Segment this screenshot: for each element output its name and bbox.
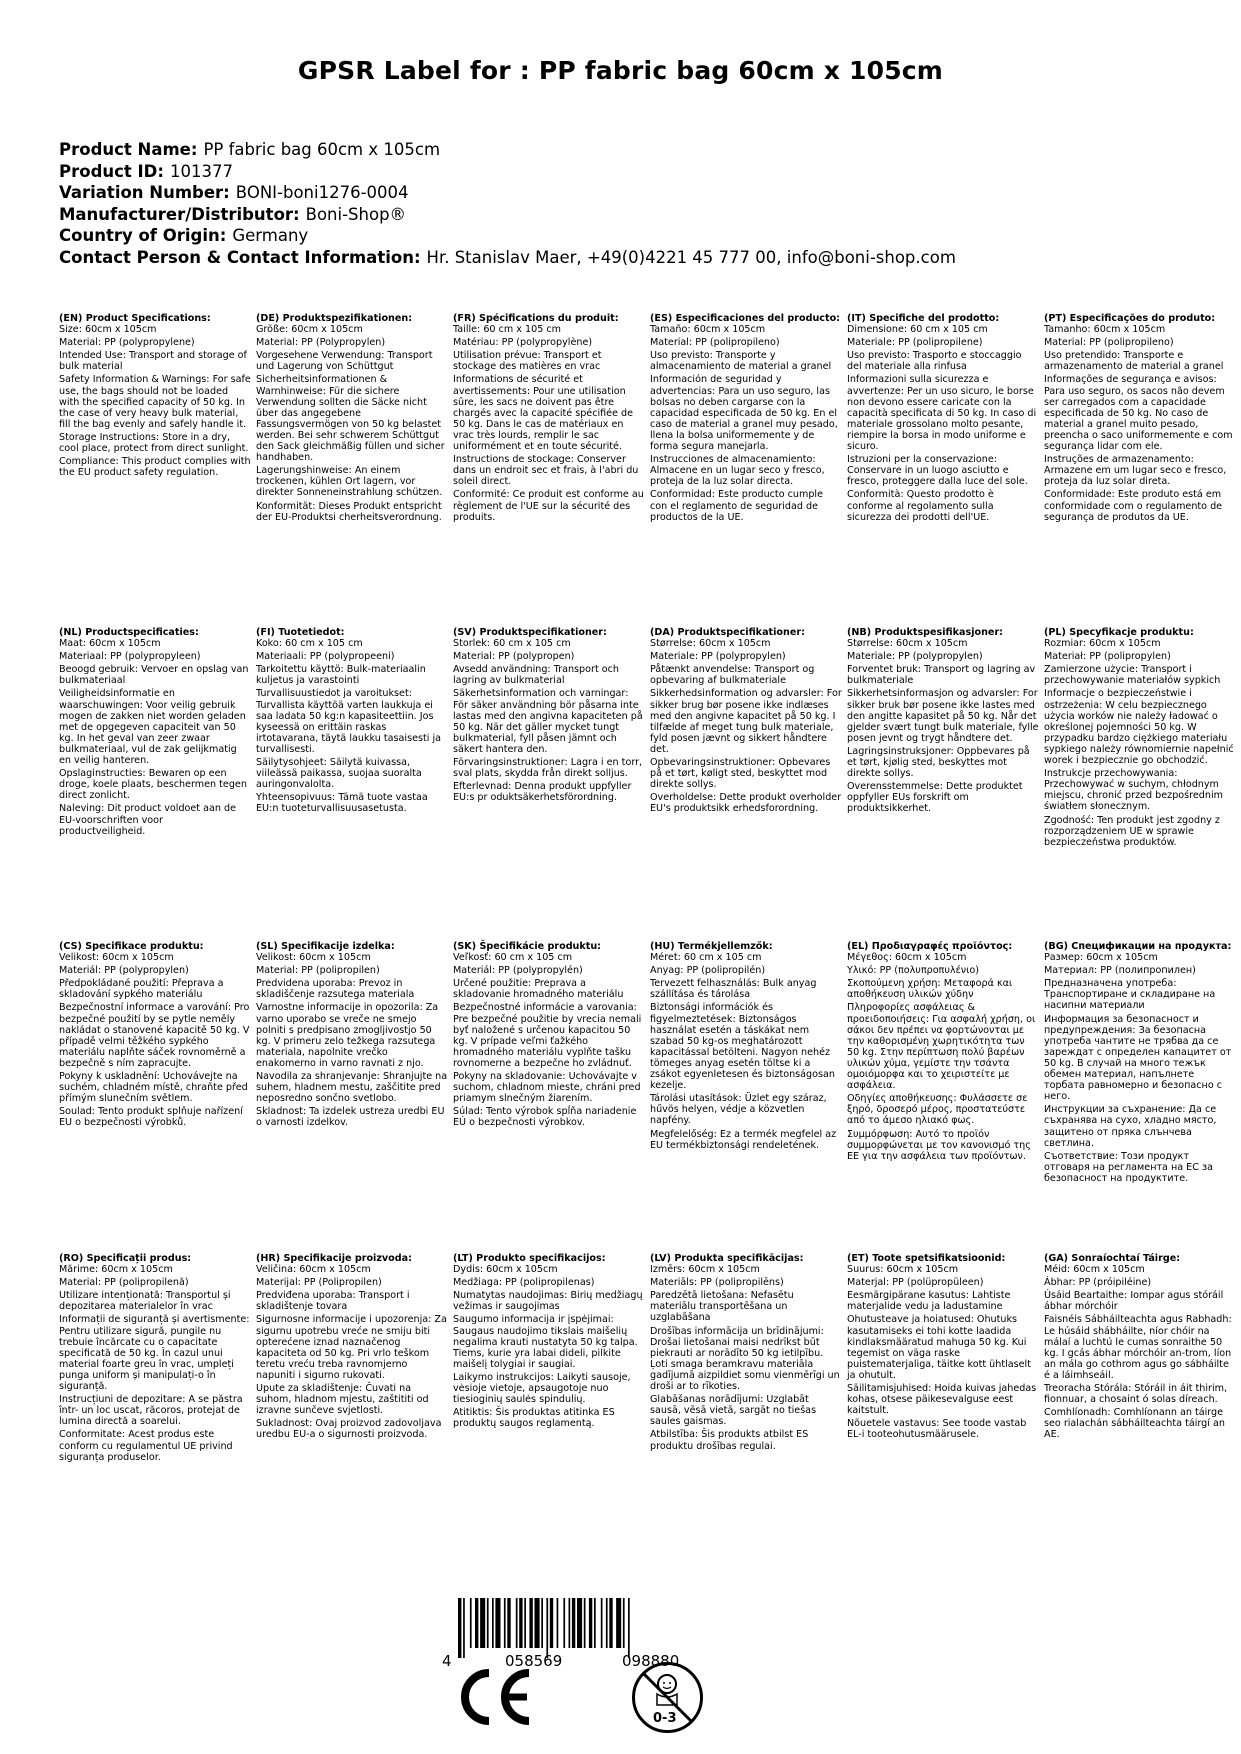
spec-heading: (FR) Spécifications du produit: [453,313,619,324]
spec-line: Storlek: 60 cm x 105 cm [453,638,571,650]
spec-line: Medžiaga: PP (polipropilenas) [453,1277,595,1289]
spec-block [453,313,645,525]
spec-heading: (NL) Productspecificaties: [59,627,199,638]
spec-heading: (LT) Produkto specifikacijos: [453,1253,606,1264]
info-value: Germany [232,226,309,245]
spec-line: Съответствие: Този продукт отговаря на регламента на ЕС за безопасност на продуктите. [1044,1150,1213,1184]
barcode-digit-first: 4 [442,1652,452,1670]
spec-line: Informații de siguranță și avertismente: Pentru utilizare sigură, pungile nu trebuie încărcate cu o capacitate specificată de 50 kg. În cazul unui material foarte greu în vrac, umpleți punga uniform și manipulați-o în siguranță. [59,1314,250,1393]
spec-line: Atbilstība: Šis produkts atbilst ES produktu drošības regulai. [650,1429,809,1452]
spec-block [847,627,1039,817]
info-value: BONI-boni1276-0004 [235,183,409,202]
spec-heading: (SK) Špecifikácie produktu: [453,941,602,952]
barcode-bar [541,1598,543,1648]
spec-line: Materiale: PP (polipropilene) [847,337,983,349]
info-label: Variation Number: [59,183,230,202]
spec-line: Οδηγίες αποθήκευσης: Φυλάσσετε σε ξηρό, δροσερό μέρος, προστατεύστε από το άμεσο ηλιακό φως. [847,1093,1028,1127]
spec-line: Varnostne informacije in opozorila: Za varno uporabo se vreče ne smejo polniti s predpisano zmogljivostjo 50 kg. V primeru zelo težkega razsutega materiala, napolnite vrečko enakomerno in varno ravnati z njo. [256,1002,439,1069]
info-label: Country of Origin: [59,226,227,245]
spec-line: Velikost: 60cm x 105cm [256,952,371,964]
spec-heading: (SV) Produktspecifikationer: [453,627,607,638]
spec-line: Pokyny na skladovanie: Uchovávajte v suchom, chladnom mieste, chráni pred priamym slnečným žiarením. [453,1071,641,1105]
spec-block [453,941,645,1131]
spec-line: Turvallisuustiedot ja varoitukset: Turvallista käyttöä varten laukkuja ei saa ladata 50 kg:n kapasiteettiin. Jos kyseessä on erittäin raskas irtotavarana, täytä laukku tasaisesti ja turvallisesti. [256,688,442,755]
spec-heading: (EL) Προδιαγραφές προϊόντος: [847,941,1013,952]
info-label: Manufacturer/Distributor: [59,204,300,224]
spec-heading: (FI) Tuotetiedot: [256,627,345,638]
info-value: PP fabric bag 60cm x 105cm [203,140,441,159]
barcode-bar [616,1598,621,1648]
spec-heading: (IT) Specifiche del prodotto: [847,313,1000,324]
spec-line: Conformidad: Este producto cumple con el reglamento de seguridad de productos de la UE. [650,489,823,523]
spec-line: Utilizare intenționată: Transportul și depozitarea materialelor în vrac [59,1290,231,1313]
spec-heading: (DA) Produktspecifikationer: [650,627,805,638]
spec-line: Predviđena uporaba: Transport i skladištenje tovara [256,1290,410,1313]
barcode-bar [594,1598,596,1648]
spec-line: Uso pretendido: Transporte e armazenamento de material a granel [1044,350,1224,373]
spec-block [59,1253,251,1465]
barcode-bar [492,1598,494,1648]
barcode-bar [507,1598,510,1648]
spec-line: Laikymo instrukcijos: Laikyti sausoje, vėsioje vietoje, apsaugotoje nuo tiesioginių saulės spindulių. [453,1371,631,1406]
spec-line: Skladnost: Ta izdelek ustreza uredbi EU o varnosti izdelkov. [256,1106,445,1129]
spec-line: Saugumo informacija ir įspėjimai: Saugaus naudojimo tikslais maišelių negalima krauti nustatyta 50 kg talpa. Tiems, kurie yra labai dideli, pilkite maišelį tolygiai ir saugiai. [453,1314,638,1370]
spec-line: Comhlíonadh: Comhlíonann an táirge seo rialachán sábháilteachta táirgí an AE. [1044,1407,1225,1441]
info-label: Product Name: [59,140,198,159]
spec-line: Materiaali: PP (polypropeeni) [256,651,395,663]
spec-line: Izmērs: 60cm x 105cm [650,1264,760,1276]
barcode-bar [584,1598,586,1648]
spec-line: Úsáid Beartaithe: Iompar agus stóráil ábhar mórchóir [1044,1290,1224,1313]
info-row [59,204,956,226]
spec-line: Forventet bruk: Transport og lagring av bulkmateriale [847,664,1036,687]
spec-heading: (PT) Especificações do produto: [1044,313,1216,324]
barcode-bar [519,1598,522,1648]
spec-line: Υλικό: PP (πολυπροπυλένιο) [847,965,979,977]
spec-line: Maat: 60cm x 105cm [59,638,161,650]
barcode-bar [487,1598,489,1648]
spec-block [650,313,842,525]
spec-line: Overholdelse: Dette produkt overholder EU's produktsikk erhedsforordning. [650,792,842,815]
spec-line: Bezpečnostní informace a varování: Pro bezpečné použití by se pytle neměly nakládat o stanovené kapacitě 50 kg. V případě velmi těžkého sypkého materiálu naplňte sáček rovnoměrně a bezpečně s ním zapracujte. [59,1002,250,1069]
spec-line: Efterlevnad: Denna produkt uppfyller EU:s pr oduktsäkerhetsförordning. [453,781,632,804]
barcode-bar [569,1598,571,1648]
spec-line: Utilisation prévue: Transport et stockage des matières en vrac [453,350,602,373]
spec-line: Uso previsto: Trasporto e stoccaggio del materiale alla rinfusa [847,350,1022,373]
spec-line: Säilitamisjuhised: Hoida kuivas jahedas kohas, otsese päikesevalguse eest kaitstult. [847,1383,1037,1417]
spec-line: Opbevaringsinstruktioner: Opbevares på et tørt, køligt sted, beskyttet mod direkte sollys. [650,757,831,791]
spec-line: Biztonsági információk és figyelmeztetések: Biztonságos használat esetén a táskákat nem szabad 50 kg-os meghatározott kapacitással betölteni. Nagyon nehéz tömeges anyag esetén töltse ki a zsákot egyenletesen és biztonságosan kezelje. [650,1002,835,1092]
barcode-bar [480,1598,485,1648]
spec-line: Materiale: PP (polypropylen) [847,651,983,663]
info-row [59,139,956,161]
spec-line: Informações de segurança e avisos: Para uso seguro, os sacos não devem ser carregados com a capacidade especificada de 50 kg. No caso de material a granel muito pesado, preencha o saco uniformemente e com segurança lidar com ele. [1044,374,1233,453]
barcode-bar [609,1598,612,1648]
barcode-bar [504,1598,506,1648]
barcode-bar [475,1598,478,1648]
spec-block [1044,627,1236,850]
spec-line: Instrukcje przechowywania: Przechowywać w suchym, chłodnym miejscu, chronić przed bezpośrednim światłem słonecznym. [1044,768,1223,813]
spec-line: Méret: 60 cm x 105 cm [650,952,762,964]
spec-line: Informacje o bezpieczeństwie i ostrzeżenia: W celu bezpiecznego użycia worków nie należy ładować o określonej pojemności 50 kg. W przypadku bardzo ciężkiego materiału sypkiego należy równomiernie napełnić worek i bezpiecznie go obchodzić. [1044,688,1234,767]
spec-heading: (RO) Specificații produs: [59,1253,192,1264]
spec-block [847,313,1039,525]
spec-line: Materiale: PP (polypropylen) [650,651,786,663]
spec-line: Zamierzone użycie: Transport i przechowywanie materiałów sypkich [1044,664,1221,687]
spec-line: Storage Instructions: Store in a dry, cool place, protect from direct sunlight. [59,431,249,455]
barcode-bar [463,1598,465,1658]
spec-line: Materiál: PP (polypropylen) [59,965,189,977]
spec-heading: (ES) Especificaciones del producto: [650,313,841,324]
spec-line: Vorgesehene Verwendung: Transport und Lagerung von Schüttgut [256,350,433,373]
spec-line: Sukladnost: Ovaj proizvod zadovoljava uredbu EU-a o sigurnosti proizvoda. [256,1418,442,1441]
spec-block [847,941,1039,1164]
spec-heading: (LV) Produkta specifikācijas: [650,1253,804,1264]
ce-mark-icon [455,1667,535,1727]
spec-line: Förvaringsinstruktioner: Lagra i en torr, sval plats, skydda från direkt solljus. [453,757,643,780]
spec-line: Yhteensopivuus: Tämä tuote vastaa EU:n tuoteturvallisuusasetusta. [256,792,428,815]
barcode-bar [589,1598,592,1648]
spec-heading: (ET) Toote spetsifikatsioonid: [847,1253,1006,1264]
spec-heading: (NB) Produktspesifikasjoner: [847,627,1004,638]
spec-line: Soulad: Tento produkt splňuje nařízení EU o bezpečnosti výrobků. [59,1106,243,1129]
barcode-bar [524,1598,526,1648]
spec-line: Material: PP (polipropilenă) [59,1277,189,1289]
spec-line: Rozmiar: 60cm x 105cm [1044,638,1161,650]
info-value: 101377 [169,161,233,181]
spec-line: Lagerungshinweise: An einem trockenen, kühlen Ort lagern, vor direkter Sonneneinstrahlung schützen. [256,465,443,499]
spec-line: Material: PP (polipropileno) [1044,337,1174,349]
spec-line: Material: PP (polypropen) [453,651,575,663]
spec-line: Taille: 60 cm x 105 cm [453,324,561,336]
info-row [59,182,956,204]
spec-line: Информация за безопасност и предупреждения: За безопасна употреба чантите не трябва да се зареждат с определен капацитет от 50 kg. В случай на много тежък обемен материал, напълнете торбата равномерно и безопасно с него. [1044,1013,1232,1103]
spec-line: Materiál: PP (polypropylén) [453,965,583,977]
spec-line: Størrelse: 60cm x 105cm [847,638,968,650]
product-info [59,139,956,268]
spec-line: Konformität: Dieses Produkt entspricht der EU-Produktsi cherheitsverordnung. [256,500,442,523]
info-value: Hr. Stanislav Maer, +49(0)4221 45 777 00, info@boni-shop.com [426,247,956,267]
spec-block [256,941,448,1131]
barcode-bar [546,1598,548,1658]
spec-line: Súlad: Tento výrobok spĺňa nariadenie EÚ o bezpečnosti výrobkov. [453,1106,637,1129]
spec-line: Veličina: 60cm x 105cm [256,1264,371,1276]
spec-line: Nõuetele vastavus: See toode vastab EL-i tooteohutusmäärusele. [847,1418,1027,1441]
spec-line: Atitiktis: Šis produktas atitinka ES produktų saugos reglamentą. [453,1407,615,1430]
spec-line: Informations de sécurité et avertissements: Pour une utilisation sûre, les sacs ne doivent pas être chargés avec la capacité spécifiée de 50 kg. Dans le cas de matériaux en vrac très lourds, remplir le sac uniformément et en toute sécurité. [453,374,634,453]
spec-line: Treoracha Stórála: Stóráil in áit thirim, fionnuar, a chosaint ó solas díreach. [1044,1383,1228,1406]
spec-line: Dimensione: 60 cm x 105 cm [847,324,988,336]
spec-block [1044,313,1236,525]
spec-line: Tamanho: 60cm x 105cm [1044,324,1166,336]
spec-line: Glabāšanas norādījumi: Uzglabāt sausā, vēsā vietā, sargāt no tiešas saules gaismas. [650,1394,817,1428]
info-label: Contact Person & Contact Information: [59,247,421,267]
spec-line: Méid: 60cm x 105cm [1044,1264,1145,1276]
spec-line: Conformità: Questo prodotto è conforme al regolamento sulla sicurezza dei prodotti dell'UE. [847,489,994,523]
spec-line: Uso previsto: Transporte y almacenamiento de material a granel [650,350,832,373]
barcode-bar [516,1598,518,1648]
spec-line: Sikkerhetsinformasjon og advarsler: For sikker bruk bør posene ikke lastes med den angitte kapasitet på 50 kg. Når det gjelder svært tungt bulk materiale, fylle posen jevnt og trygt håndtere det. [847,688,1039,744]
spec-line: Información de seguridad y advertencias: Para un uso seguro, las bolsas no deben cargarse con la capacidad especificada de 50 kg. En el caso de material a granel muy pesado, llena la bolsa uniformemente y de forma segura manejarla. [650,374,838,453]
info-label: Product ID: [59,161,164,181]
spec-line: Materiāls: PP (polipropilēns) [650,1277,784,1289]
barcode-bar [535,1598,540,1648]
spec-heading: (HU) Termékjellemzők: [650,941,773,952]
barcode-bar [495,1598,500,1648]
barcode-bar [458,1598,461,1658]
barcode-bar [623,1598,625,1648]
spec-line: Drošības informācija un brīdinājumi: Drošai lietošanai maisi nedrīkst būt piekrauti ar norādīto 50 kg ietilpību. Ļoti smaga beramkravu materiāla gadījumā aizpildiet somu vienmērīgi un droši ar to rīkoties. [650,1325,840,1393]
spec-line: Säilytysohjeet: Säilytä kuivassa, viileässä paikassa, suojaa suoralta auringonvalolta. [256,757,422,791]
spec-line: Conformité: Ce produit est conforme au règlement de l'UE sur la sécurité des produits. [453,489,644,523]
spec-line: Instructions de stockage: Conserver dans un endroit sec et frais, à l'abri du soleil direct. [453,454,639,488]
spec-line: Sigurnosne informacije i upozorenja: Za sigurnu upotrebu vreće ne smiju biti opterećene iznad naznačenog kapaciteta od 50 kg. Pri vrlo teškom teretu vreću treba ravnomjerno napuniti i sigurno rukovati. [256,1314,447,1381]
barcode-bar [557,1598,559,1648]
spec-line: Ohutusteave ja hoiatused: Ohutuks kasutamiseks ei tohi kotte laadida kindlaksmääratud mahuga 50 kg. Kui tegemist on väga raske puistematerjaliga, täitke kott ühtlaselt ja ohutult. [847,1314,1031,1381]
barcode-bar [628,1598,630,1658]
spec-line: Sikkerhedsinformation og advarsler: For sikker brug bør posene ikke indlæses med den angivne kapacitet på 50 kg. I tilfælde af meget tung bulk materiale, fyld posen jævnt og sikkert håndtere det. [650,688,842,755]
spec-heading: (SL) Specifikacije izdelka: [256,941,395,952]
spec-line: Materiał: PP (polipropylen) [1044,651,1171,663]
spec-heading: (EN) Product Specifications: [59,313,211,324]
spec-line: Material: PP (polypropylene) [59,337,195,349]
spec-heading: (BG) Спецификации на продукта: [1044,941,1232,952]
spec-line: Material: PP (polipropilen) [256,965,380,977]
spec-line: Sicherheitsinformationen & Warnhinweise: Für die sichere Verwendung sollten die Säcke nicht über das angegebene Fassungsvermögen von 50 kg belastet werden. Bei sehr schwerem Schüttgut den Sack gleichmäßig füllen und sicher handhaben. [256,374,445,464]
spec-line: Ábhar: PP (próipiléine) [1044,1277,1152,1289]
svg-text:0-3: 0-3 [653,1711,677,1726]
spec-block [650,1253,842,1454]
spec-line: Anyag: PP (polipropilén) [650,965,766,977]
barcode-bar [470,1598,472,1648]
spec-line: Opslaginstructies: Bewaren op een droge, koele plaats, beschermen tegen direct zonlicht. [59,768,247,802]
spec-line: Πληροφορίες ασφάλειας & προειδοποιήσεις: Για ασφαλή χρήση, οι σάκοι δεν πρέπει να φορτώνονται με την καθορισμένη χωρητικότητα των 50 kg. Στην περίπτωση πολύ βαρέων υλικών χύμα, γεμίστε την τσάντα ομοιόμορφα και το χειριστείτε με ασφάλεια. [847,1002,1036,1092]
spec-line: Veľkosť: 60 cm x 105 cm [453,952,573,964]
spec-line: Megfelelőség: Ez a termék megfelel az EU termékbiztonsági rendeletének. [650,1128,837,1151]
barcode-bar [577,1598,582,1648]
info-row [59,247,956,269]
spec-line: Tárolási utasítások: Üzlet egy száraz, hűvös helyen, védje a közvetlen napfény. [650,1093,827,1127]
barcode-bar [572,1598,575,1648]
spec-line: Tervezett felhasználás: Bulk anyag szállítása és tárolása [650,978,817,1001]
spec-line: Intended Use: Transport and storage of bulk material [59,350,247,373]
barcode-bar [550,1598,553,1648]
spec-heading: (GA) Sonraíochtaí Táirge: [1044,1253,1181,1264]
spec-line: Material: PP (polipropileno) [650,337,780,349]
spec-line: Conformitate: Acest produs este conform cu regulamentul UE privind siguranța produselor. [59,1429,233,1463]
spec-block [650,627,842,817]
spec-heading: (PL) Specyfikacje produktu: [1044,627,1194,638]
spec-line: Säkerhetsinformation och varningar: För säker användning bör påsarna inte lastas med den angivna kapaciteten på 50 kg. När det gäller mycket tungt bulkmaterial, fyll påsen jämnt och säkert hantera den. [453,688,643,755]
spec-block [59,313,251,480]
spec-line: Größe: 60cm x 105cm [256,324,363,336]
barcode-digits-right: 098880 [622,1652,680,1670]
spec-line: Μέγεθος: 60cm x 105cm [847,952,967,964]
spec-line: Naleving: Dit product voldoet aan de EU-voorschriften voor productveiligheid. [59,803,236,837]
spec-block [1044,1253,1236,1443]
spec-line: Předpokládané použití: Přeprava a skladování sypkého materiálu [59,978,224,1001]
barcode-bar [606,1598,608,1648]
spec-line: Avsedd användning: Transport och lagring av bulkmaterial [453,664,619,687]
spec-line: Navodila za shranjevanje: Shranjujte na suhem, hladnem mestu, zaščitite pred neposredno sončno svetlobo. [256,1071,448,1105]
spec-line: Mărime: 60cm x 105cm [59,1264,173,1276]
spec-line: Upute za skladištenje: Čuvati na suhom, hladnom mjestu, zaštititi od izravne sunčeve svjetlosti. [256,1383,429,1417]
spec-line: Σκοπούμενη χρήση: Μεταφορά και αποθήκευση υλικών χύδην [847,978,1013,1001]
spec-line: Instruções de armazenamento: Armazene em um lugar seco e fresco, proteja da luz solar direta. [1044,454,1227,488]
spec-line: Dydis: 60cm x 105cm [453,1264,558,1276]
spec-line: Veiligheidsinformatie en waarschuwingen: Voor veilig gebruik mogen de zakken niet worden geladen met de opgegeven capaciteit van 50 kg. In het geval van zeer zwaar bulkmateriaal, vul de zak gelijkmatig en veilig hanteren. [59,688,246,767]
spec-line: Bezpečnostné informácie a varovania: Pre bezpečné použitie by vrecia nemali byť naložené s určenou kapacitou 50 kg. V prípade veľmi ťažkého hromadného materiálu vyplňte tašku rovnomerne a bezpečne ho zvládnuť. [453,1002,642,1069]
spec-line: Conformidade: Este produto está em conformidade com o regulamento de segurança de produtos da UE. [1044,489,1223,523]
spec-line: Koko: 60 cm x 105 cm [256,638,363,650]
spec-line: Určené použitie: Preprava a skladovanie hromadného materiálu [453,978,624,1001]
info-row [59,161,956,183]
spec-line: Safety Information & Warnings: For safe use, the bags should not be loaded with the specified capacity of 50 kg. In the case of very heavy bulk material, fill the bag evenly and safely handle it. [59,374,251,430]
spec-line: Συμμόρφωση: Αυτό το προϊόν συμμορφώνεται με τον κανονισμό της ΕΕ για την ασφάλεια των προϊόντων. [847,1128,1031,1162]
spec-line: Lagringsinstruksjoner: Oppbevares på et tørt, kjølig sted, beskyttes mot direkte sollys. [847,745,1030,780]
spec-line: Tarkoitettu käyttö: Bulk-materiaalin kuljetus ja varastointi [256,664,426,687]
spec-line: Pokyny k uskladnění: Uchovávejte na suchém, chladném místě, chraňte před přímým slunečním světlem. [59,1071,248,1105]
barcode-bar [601,1598,603,1648]
spec-block [453,1253,645,1431]
barcode-bar [563,1598,565,1648]
spec-heading: (DE) Produktspezifikationen: [256,313,413,324]
spec-line: Istruzioni per la conservazione: Conservare in un luogo asciutto e fresco, proteggere dalla luce del sole. [847,454,1028,488]
spec-line: Informazioni sulla sicurezza e avvertenze: Per un uso sicuro, le borse non devono essere caricate con la capacità specificata di 50 kg. In caso di materiale grossolano molto pesante, riempire la borsa in modo uniforme e sicuro. [847,374,1037,453]
spec-line: Material: PP (Polypropylen) [256,337,386,349]
spec-line: Størrelse: 60cm x 105cm [650,638,771,650]
spec-line: Predvidena uporaba: Prevoz in skladiščenje razsutega materiala [256,978,415,1001]
spec-line: Overensstemmelse: Dette produktet oppfyller EUs forskrift om produktsikkerhet. [847,781,1023,815]
spec-line: Beoogd gebruik: Vervoer en opslag van bulkmateriaal [59,664,249,687]
spec-block [1044,941,1236,1186]
spec-line: Tamaño: 60cm x 105cm [650,324,766,336]
spec-block [256,1253,448,1443]
spec-heading: (CS) Specifikace produktu: [59,941,204,952]
spec-block [59,941,251,1131]
spec-line: Paredzētā lietošana: Nefasētu materiālu transportēšana un uzglabāšana [650,1290,794,1324]
spec-line: Eesmärgipärane kasutus: Lahtiste materjalide vedu ja ladustamine [847,1290,1011,1313]
spec-line: Suurus: 60cm x 105cm [847,1264,959,1276]
spec-line: Faisnéis Sábháilteachta agus Rabhadh: Le húsáid shábháilte, níor chóir na málaí a luchtú le cumas sonraithe 50 kg. I gcás ábhar mórchóir an-trom, líon an mála go cothrom agus go sábháilte é a láimhseáil. [1044,1314,1232,1381]
barcode-digits-left: 058569 [505,1652,563,1670]
spec-line: Zgodność: Ten produkt jest zgodny z rozporządzeniem UE w sprawie bezpieczeństwa produktów. [1044,814,1220,848]
spec-block [650,941,842,1153]
spec-line: Размер: 60cm x 105cm [1044,952,1158,964]
spec-line: Numatytas naudojimas: Birių medžiagų vežimas ir saugojimas [453,1290,643,1313]
spec-line: Matériau: PP (polypropylène) [453,337,593,349]
spec-line: Påtænkt anvendelse: Transport og opbevaring af bulkmateriale [650,664,815,687]
info-row [59,225,956,247]
barcode-bar [529,1598,532,1648]
spec-line: Materiaal: PP (polypropyleen) [59,651,201,663]
spec-line: Compliance: This product complies with the EU product safety regulation. [59,456,251,479]
page-title: GPSR Label for : PP fabric bag 60cm x 105cm [297,56,944,85]
spec-line: Materijal: PP (Polipropilen) [256,1277,382,1289]
spec-block [453,627,645,805]
spec-block [256,313,448,525]
spec-line: Size: 60cm x 105cm [59,324,157,336]
spec-heading: (HR) Specifikacije proizvoda: [256,1253,412,1264]
spec-block [847,1253,1039,1443]
spec-block [256,627,448,817]
spec-line: Материал: PP (полипропилен) [1044,965,1196,977]
spec-line: Materjal: PP (polüpropüleen) [847,1277,984,1289]
spec-line: Instrucțiuni de depozitare: A se păstra într- un loc uscat, răcoros, protejat de lumina directă a soarelui. [59,1394,243,1428]
spec-line: Instrucciones de almacenamiento: Almacene en un lugar seco y fresco, proteja de la luz solar directa. [650,454,825,488]
info-value: Boni-Shop® [305,204,407,224]
spec-block [59,627,251,839]
spec-line: Velikost: 60cm x 105cm [59,952,174,964]
not-for-children-0-3-icon [630,1660,705,1735]
spec-line: Предназначена употреба: Транспортиране и складиране на насипни материали [1044,978,1216,1012]
spec-line: Инструкции за съхранение: Да се съхранява на сухо, хладно място, защитено от пряка слънчева светлина. [1044,1104,1217,1149]
